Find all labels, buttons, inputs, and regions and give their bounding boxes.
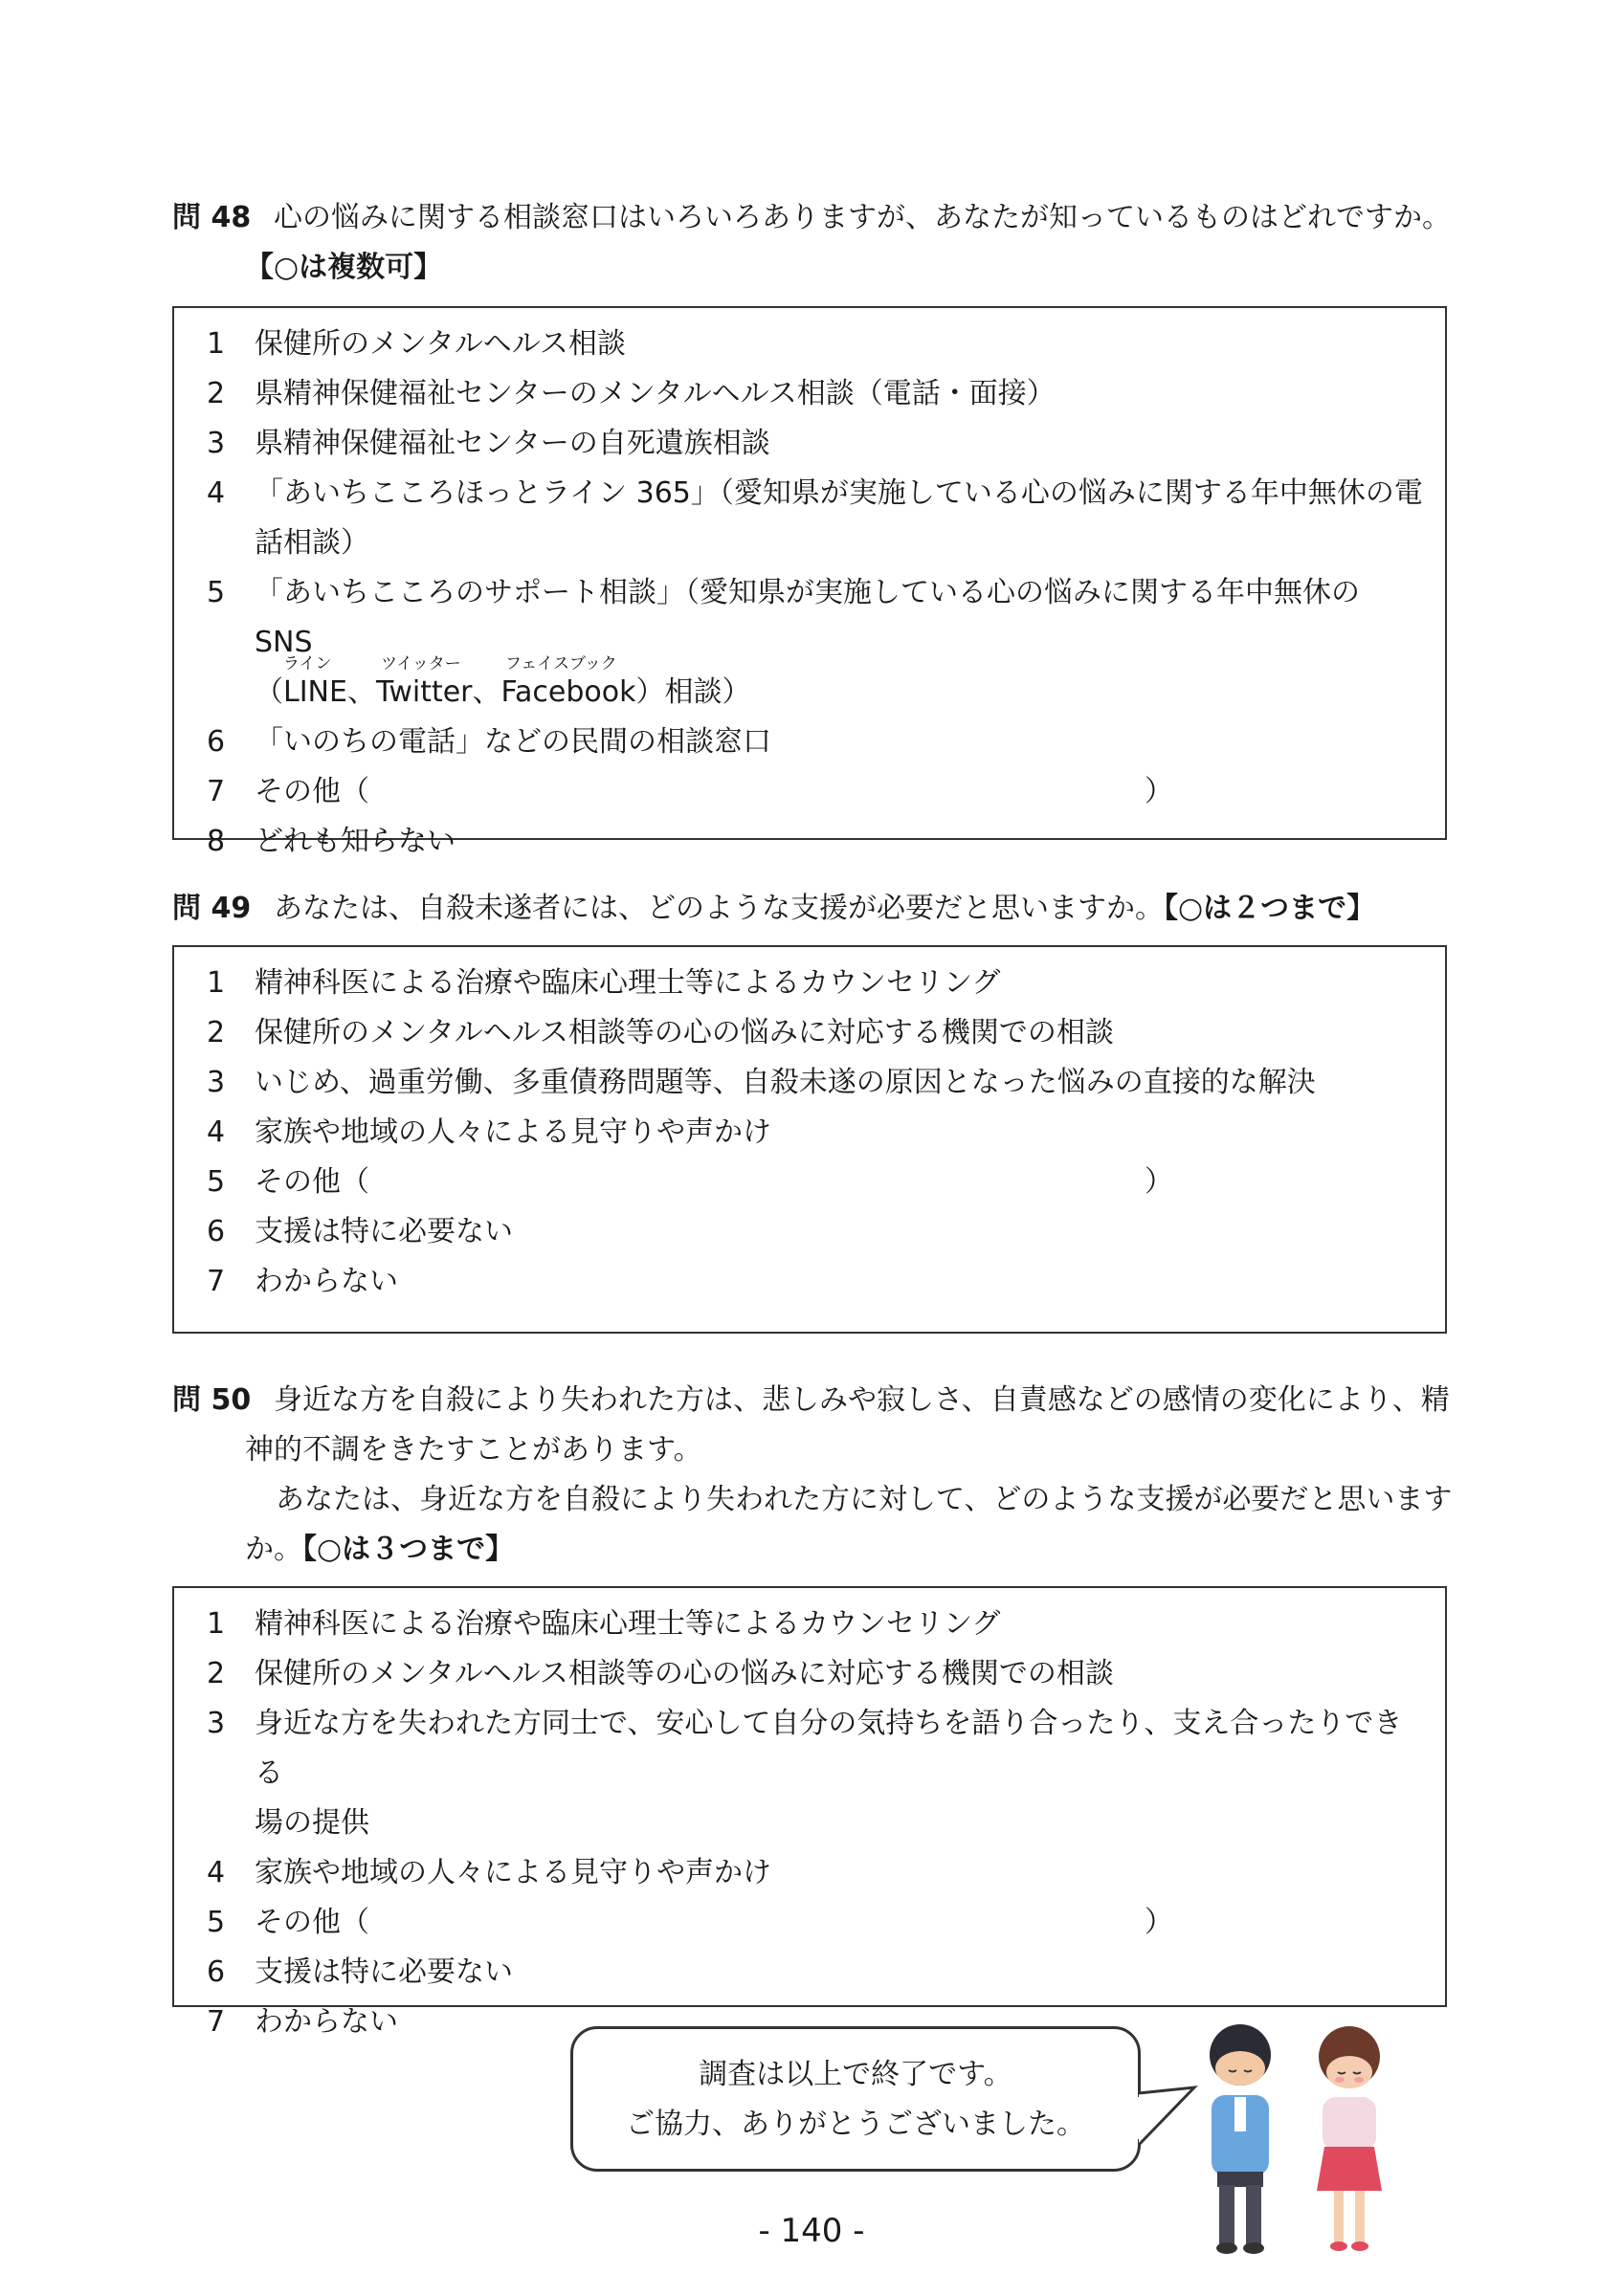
page-number: - 140 - [758, 2212, 865, 2250]
option-item[interactable]: 6 「いのちの電話」などの民間の相談窓口 [207, 725, 771, 759]
option-item[interactable]: 8 どれも知らない [207, 825, 456, 858]
option-item[interactable]: 7 わからない [207, 2005, 398, 2039]
question-48 [172, 193, 1455, 293]
question-number: 問 50 [172, 1383, 252, 1417]
question-number: 問 49 [172, 892, 252, 925]
answer-condition: 【○は２つまで】 [1164, 892, 1376, 925]
q50-options-box [172, 1586, 1447, 2039]
option-item[interactable]: 1 保健所のメンタルヘルス相談 [207, 327, 626, 361]
closing-speech-bubble [570, 2026, 1141, 2172]
option-item[interactable]: 5 「あいちこころのサポート相談」（愛知県が実施している心の悩みに関する年中無休の SNS ライン ツイッター フェイスブック （LINE、Twitter、Facebook）相談） [207, 576, 1360, 709]
option-item-other[interactable]: 5 その他（ ） [207, 1165, 1173, 1199]
option-item[interactable]: 4 「あいちこころほっとライン 365」（愛知県が実施している心の悩みに関する年中無休の電 話相談） [207, 476, 1423, 560]
option-item[interactable]: 6 支援は特に必要ない [207, 1215, 513, 1248]
option-item[interactable]: 1 精神科医による治療や臨床心理士等によるカウンセリング [207, 1607, 1001, 1641]
option-item[interactable]: 3 身近な方を失われた方同士で、安心して自分の気持ちを語り合ったり、支え合ったりできる 場の提供 [207, 1707, 1403, 1840]
option-item[interactable]: 4 家族や地域の人々による見守りや声かけ [207, 1856, 771, 1889]
option-item[interactable]: 3 いじめ、過重労働、多重債務問題等、自殺未遂の原因となった悩みの直接的な解決 [207, 1066, 1316, 1099]
option-item-other[interactable]: 7 その他（ ） [207, 775, 1173, 808]
question-text: 心の悩みに関する相談窓口はいろいろありますが、あなたが知っているものはどれですか。 [274, 201, 1451, 234]
option-item[interactable]: 1 精神科医による治療や臨床心理士等によるカウンセリング [207, 966, 1001, 1000]
q49-options-box [172, 945, 1447, 1334]
option-item[interactable]: 3 県精神保健福祉センターの自死遺族相談 [207, 427, 770, 460]
option-item[interactable]: 2 保健所のメンタルヘルス相談等の心の悩みに対応する機関での相談 [207, 1657, 1114, 1690]
ruby-twitter: ツイッター [381, 654, 461, 673]
answer-condition: 【○は複数可】 [245, 251, 443, 284]
question-49 [172, 884, 1455, 934]
option-item[interactable]: 6 支援は特に必要ない [207, 1955, 513, 1989]
option-item-other[interactable]: 5 その他（ ） [207, 1906, 1173, 1939]
option-item[interactable]: 7 わからない [207, 1265, 398, 1298]
closing-line-2: ご協力、ありがとうございました。 [626, 2108, 1085, 2141]
ruby-facebook: フェイスブック [505, 654, 617, 673]
question-50: 問 50 身近な方を自殺により失われた方は、悲しみや寂しさ、自責感などの感情の変化により、精 神的不調をきたすことがあります。 あなたは、身近な方を自殺により失われた方に対して、どのような支援が必要だと思います か。【○は３つまで】 [172, 1376, 1455, 1575]
closing-line-1: 調査は以上で終了です。 [699, 2058, 1012, 2091]
q48-options-box [172, 306, 1447, 858]
ruby-line: ライン [283, 654, 332, 673]
answer-condition: 【○は３つまで】 [302, 1533, 515, 1566]
question-text: あなたは、自殺未遂者には、どのような支援が必要だと思いますか。 [274, 892, 1164, 925]
option-item[interactable]: 2 保健所のメンタルヘルス相談等の心の悩みに対応する機関での相談 [207, 1016, 1114, 1049]
option-item[interactable]: 2 県精神保健福祉センターのメンタルヘルス相談（電話・面接） [207, 377, 1056, 410]
question-number: 問 48 [172, 201, 252, 234]
option-item[interactable]: 4 家族や地域の人々による見守りや声かけ [207, 1115, 771, 1149]
